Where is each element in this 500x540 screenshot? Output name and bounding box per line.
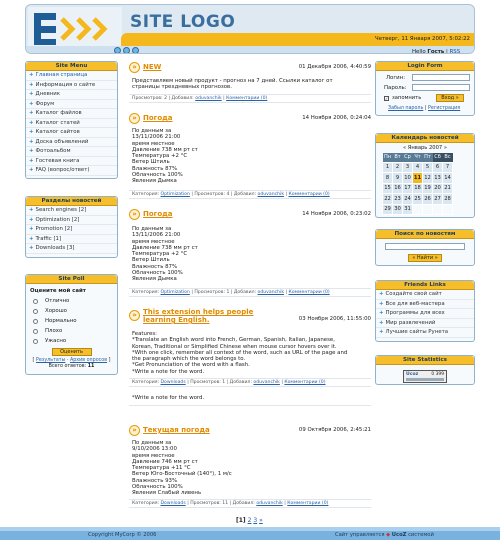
news-post [129,61,371,111]
calendar-empty [433,204,443,215]
calendar-weekday: Пн [383,154,392,161]
author-link[interactable]: oduvanchik [256,501,283,506]
calendar-day[interactable]: 9 [393,173,403,184]
post-date: 14 Ноября 2006, 0:23:02 [302,211,371,217]
password-label: Пароль: [384,85,407,91]
author-link[interactable]: oduvanchik [195,96,222,101]
powered-by: Сайт управляется ◆ UcoZ системой [335,532,434,538]
password-input[interactable] [412,84,470,91]
search-input[interactable] [385,243,465,250]
arrow-icon: » [129,310,140,321]
post-date: 01 Декабря 2006, 4:40:59 [298,64,371,70]
menu-item-board[interactable]: + Доска объявлений [26,138,117,148]
friends-block [375,280,475,342]
menu-item-about[interactable]: + Информация о сайте [26,81,117,91]
news-sections-block [25,196,118,258]
calendar-day[interactable]: 26 [423,194,433,205]
section-traffic[interactable]: + Traffic [1] [26,235,117,245]
post-title-link[interactable]: NEW [143,63,162,71]
ucoz-brand[interactable]: UcoZ [391,532,407,538]
post-meta: Категория: Downloads | Просмотров: 11 | Добавил: oduvanchik | Комментарии (0) [129,499,371,508]
arrow-icon: » [129,425,140,436]
checkbox-icon[interactable]: ✓ [385,95,389,101]
calendar-day[interactable]: 15 [383,183,393,194]
search-title: Поиск по новостям [376,230,474,239]
page-current: [1] [236,517,246,524]
calendar-day[interactable]: 18 [413,183,423,194]
comments-link[interactable]: Комментарии (0) [284,380,326,385]
vote-button[interactable]: Оценить [52,348,92,356]
login-icon[interactable] [132,47,139,54]
poll-option[interactable]: Плохо [26,326,117,336]
stats-counter[interactable] [403,370,447,383]
login-title: Login Form [376,62,474,71]
home-icon[interactable] [114,47,121,54]
radio-icon[interactable] [33,299,38,304]
calendar-block [375,133,475,218]
news-post [129,208,371,298]
poll-block [25,274,118,375]
menu-item-diary[interactable]: + Дневник [26,90,117,100]
current-date: Четверг, 11 Января 2007, 5:02:22 [375,36,470,42]
header-toolbar [26,46,475,54]
calendar-day[interactable]: 29 [383,204,393,215]
arrow-icon: » [129,209,140,220]
calendar-day[interactable]: 3 [403,162,413,173]
calendar-day[interactable]: 17 [403,183,413,194]
category-link[interactable]: Downloads [160,501,186,506]
comments-link[interactable]: Комментарии (0) [287,501,329,506]
register-icon[interactable] [123,47,130,54]
post-text: По данным за 13/11/2006 21:00 время местное Давление 738 мм рт ст Температура +2 °C Ветер Штиль Влажность 87% Облачность 100% Явления Дымка [132,128,198,185]
counter-label: Ucoz [406,372,419,377]
date-bar [121,33,474,46]
post-extra-text: *Write a note for the word. [132,395,205,401]
hello-sep: | [445,49,448,54]
site-menu-title: Site Menu [26,62,117,71]
rss-link[interactable]: RSS [449,49,461,54]
poll-option[interactable]: Хорошо [26,306,117,316]
poll-option[interactable]: Нормально [26,316,117,326]
login-input[interactable] [412,74,470,81]
calendar-empty [413,204,423,215]
menu-item-sites[interactable]: + Каталог сайтов [26,128,117,138]
poll-option[interactable]: Отлично [26,296,117,306]
page-link[interactable]: 3 [253,517,258,524]
calendar-day[interactable]: 19 [423,183,433,194]
friend-link[interactable]: + Лучшие сайты Рунета [376,328,474,338]
header [25,4,475,54]
calendar-day[interactable]: 23 [393,194,403,205]
category-link[interactable]: Downloads [160,380,186,385]
counter-value: 0 399 [431,372,444,377]
calendar-day[interactable]: 27 [433,194,443,205]
calendar-day[interactable]: 30 [393,204,403,215]
author-link[interactable]: oduvanchik [257,192,285,197]
calendar-day[interactable]: 10 [403,173,413,184]
radio-icon[interactable] [33,309,38,314]
poll-title: Site Poll [26,275,117,284]
logo-arrows-icon [28,7,122,51]
radio-icon[interactable] [33,319,38,324]
stats-title: Site Statistics [376,356,474,365]
calendar-weekday: Сб [434,154,441,161]
calendar-day[interactable]: 24 [403,194,413,205]
calendar-day[interactable]: 12 [423,173,433,184]
calendar-day[interactable]: 7 [443,162,453,173]
calendar-day[interactable]: 13 [433,173,443,184]
friend-link[interactable]: + Мир развлечений [376,319,474,329]
post-meta: Просмотров: 2 | Добавил: oduvanchik | Комментарии (0) [129,94,371,103]
menu-item-articles[interactable]: + Каталог статей [26,119,117,129]
calendar-month-nav[interactable]: « Январь 2007 » [402,145,448,151]
news-sections-title: Разделы новостей [26,197,117,206]
friend-link[interactable]: + Все для веб-мастера [376,300,474,310]
post-meta: Категория: Optimization | Просмотров: 1 | Добавил: oduvanchik | Комментарии (0) [129,288,371,297]
author-link[interactable]: oduvanchik [253,380,280,385]
page-next-link[interactable]: » [259,517,263,524]
section-optimization[interactable]: + Optimization [2] [26,216,117,226]
poll-links: [ Результаты · Архив опросов ] [32,358,111,363]
calendar-day[interactable]: 2 [393,162,403,173]
calendar-weekday: Чт [414,154,421,161]
hello-prefix: Hello [412,49,426,54]
hello-user: Гость [427,49,445,54]
page-link[interactable]: 2 [247,517,252,524]
logo-graphic [28,7,122,51]
search-button[interactable]: « Найти » [408,254,442,262]
login-block [375,61,475,116]
calendar-day[interactable]: 21 [443,183,453,194]
post-title-link[interactable]: This extension helps people learning English. [143,308,254,324]
footer [0,531,500,540]
category-link[interactable]: Optimization [160,192,190,197]
post-text: Представляем новый продукт - прогноз на 7 дней. Ссылки каталог от страницы трехдневных прогнозов. [132,78,333,91]
results-link[interactable]: Результаты [35,358,66,363]
friends-title: Friends Links [376,281,474,290]
post-title-link[interactable]: Текущая погода [143,426,210,434]
divider [129,405,371,406]
calendar-day[interactable]: 22 [383,194,393,205]
radio-icon[interactable] [33,329,38,334]
post-date: 14 Ноября 2006, 0:24:04 [302,115,371,121]
menu-item-files[interactable]: + Каталог файлов [26,109,117,119]
menu-item-guestbook[interactable]: + Гостевая книга [26,157,117,167]
counter-bar [406,378,444,381]
copyright-text: Copyright MyCorp © 2006 [88,532,157,538]
news-post [129,308,371,418]
calendar-weekday: Ср [404,154,411,161]
calendar-day[interactable]: 20 [433,183,443,194]
comments-link[interactable]: Комментарии (0) [288,192,330,197]
archive-link[interactable]: Архив опросов [69,358,108,363]
site-menu-block [25,61,118,179]
friend-link[interactable]: + Создайте свой сайт [376,290,474,300]
calendar-day[interactable]: 4 [413,162,423,173]
calendar-weekday: Вс [444,154,451,161]
arrow-icon: » [129,113,140,124]
menu-item-home[interactable]: + Главная страница [26,71,117,81]
calendar-weekday: Вт [394,154,401,161]
post-title-link[interactable]: Погода [143,210,173,218]
calendar-weekday: Пт [424,154,431,161]
calendar-day[interactable]: 25 [413,194,423,205]
calendar-table [382,153,453,215]
login-submit-button[interactable]: Вход » [436,94,464,102]
post-date: 03 Ноября 2006, 11:55:00 [298,316,371,322]
register-link[interactable]: Регистрация [428,106,461,111]
arrow-icon: » [129,62,140,73]
calendar-day[interactable]: 16 [393,183,403,194]
post-text: По данным за 9/10/2006 13:00 время местное Давление 746 мм рт ст Температура +11 °C Ветер Юго-Восточный (140°), 1 м/с Влажность 93% Облачность 100% Явления Слабый ливень [132,440,232,497]
hello-text [412,49,460,54]
calendar-empty [443,204,453,215]
login-links: Забыл пароль | Регистрация [388,106,461,111]
site-menu-list [26,71,117,176]
poll-total: Всего ответов: 11 [48,364,95,369]
calendar-day[interactable]: 5 [423,162,433,173]
stats-block [375,355,475,385]
calendar-empty [423,204,433,215]
login-label: Логин: [386,75,406,81]
calendar-day[interactable]: 28 [443,194,453,205]
post-meta: Категория: Downloads | Просмотров: 1 | Добавил: oduvanchik | Комментарии (0) [129,378,371,387]
radio-icon[interactable] [33,339,38,344]
site-logo-text: SITE LOGO [130,12,236,32]
menu-item-photo[interactable]: + Фотоальбом [26,147,117,157]
news-post [129,424,371,516]
post-text: По данным за 13/11/2006 21:00 время местное Давление 738 мм рт ст Температура +2 °C Ветер Штиль Влажность 87% Облачность 100% Явления Дымка [132,226,198,283]
menu-item-faq[interactable]: + FAQ (вопрос/ответ) [26,166,117,176]
section-promotion[interactable]: + Promotion [2] [26,225,117,235]
comments-link[interactable]: Комментарии (0) [288,290,330,295]
calendar-day[interactable]: 1 [383,162,393,173]
post-title-link[interactable]: Погода [143,114,173,122]
post-text: Features: *Translate an English word into French, German, Spanish, Italian, Japanese, Korean, Traditional or Simplified Chinese when mouse cursor hovers over it. *With one click, remember all context of the word, such as URL of the page and the paragraph which the word belongs to. *Get Pronunciation of the word with a flash. *Write a note for the word. [132,331,348,375]
news-post [129,112,371,202]
remember-row: ✓ запомнить [385,95,422,101]
forgot-password-link[interactable]: Забыл пароль [388,106,424,111]
search-block [375,229,475,266]
calendar-day[interactable]: 14 [443,173,453,184]
poll-question: Оцените мой сайт [30,288,86,294]
calendar-day[interactable]: 11 [413,173,423,184]
pagination [236,517,263,524]
poll-option[interactable]: Ужасно [26,336,117,346]
post-meta: Категория: Optimization | Просмотров: 4 | Добавил: oduvanchik | Комментарии (0) [129,190,371,199]
category-link[interactable]: Optimization [160,290,190,295]
author-link[interactable]: oduvanchik [257,290,285,295]
post-date: 09 Октября 2006, 2:45:21 [298,427,371,433]
section-downloads[interactable]: + Downloads [3] [26,244,117,254]
calendar-day[interactable]: 31 [403,204,413,215]
calendar-day[interactable]: 8 [383,173,393,184]
menu-item-forum[interactable]: + Форум [26,100,117,110]
comments-link[interactable]: Комментарии (0) [226,96,268,101]
calendar-title: Календарь новостей [376,134,474,143]
friend-link[interactable]: + Программы для всех [376,309,474,319]
section-search-engines[interactable]: + Search engines [2] [26,206,117,216]
calendar-day[interactable]: 6 [433,162,443,173]
